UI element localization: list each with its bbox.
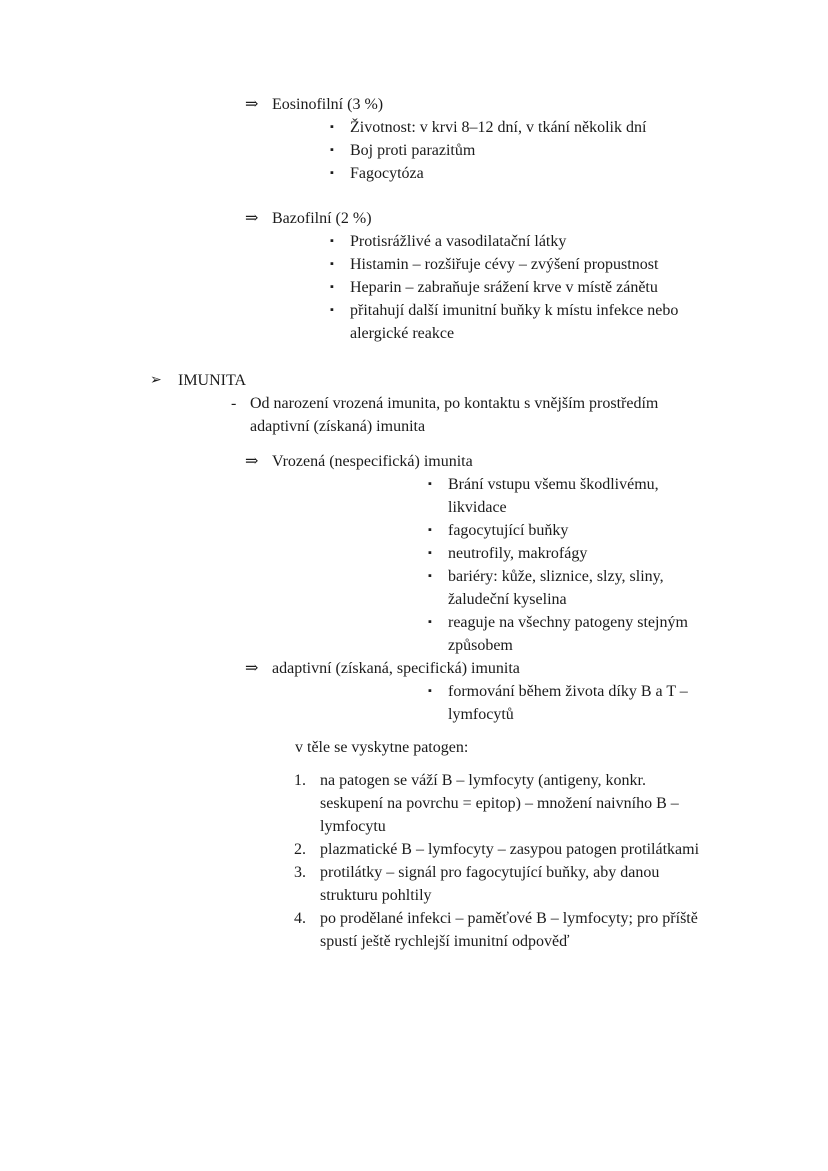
square-bullet-icon: ▪ <box>330 281 334 293</box>
square-bullet-icon: ▪ <box>330 258 334 270</box>
square-bullet-icon: ▪ <box>428 478 432 490</box>
square-bullet-icon: ▪ <box>330 144 334 156</box>
step-number: 2. <box>294 841 306 858</box>
list-item-text: Brání vstupu všemu škodlivému, likvidace <box>448 476 659 516</box>
numbered-item <box>294 907 713 953</box>
list-item <box>330 253 713 276</box>
step-text: plazmatické B – lymfocyty – zasypou patogen protilátkami <box>320 841 700 858</box>
square-bullet-icon: ▪ <box>330 121 334 133</box>
step-text: protilátky – signál pro fagocytující buňky, aby danou strukturu pohltily <box>320 864 660 904</box>
section-title: Bazofilní (2 %) <box>272 210 372 227</box>
numbered-item <box>294 861 713 907</box>
pathogen-heading <box>295 736 713 759</box>
section-header-basophil <box>245 207 713 230</box>
section-header-adaptive <box>245 657 713 680</box>
list-item-text: formování během života díky B a T – lymfocytů <box>448 683 688 723</box>
step-number: 4. <box>294 910 306 927</box>
triangle-arrow-icon: ➢ <box>150 373 162 388</box>
section-pathogen-process <box>0 736 713 953</box>
section-basophil <box>0 207 713 345</box>
list-item-text: Boj proti parazitům <box>350 142 476 159</box>
list-item-text: bariéry: kůže, sliznice, slzy, sliny, žaludeční kyselina <box>448 568 664 608</box>
list-item-text: reaguje na všechny patogeny stejným způsobem <box>448 614 688 654</box>
list-item <box>428 473 713 519</box>
list-item <box>330 299 713 345</box>
step-number: 1. <box>294 772 306 789</box>
square-bullet-icon: ▪ <box>330 304 334 316</box>
list-item <box>330 162 713 185</box>
list-item-text: neutrofily, makrofágy <box>448 545 588 562</box>
numbered-item <box>294 769 713 838</box>
numbered-item <box>294 838 713 861</box>
section-header-innate <box>245 450 713 473</box>
imunita-intro <box>231 392 713 438</box>
double-arrow-icon: ⇒ <box>245 660 259 677</box>
square-bullet-icon: ▪ <box>428 547 432 559</box>
pathogen-heading-text: v těle se vyskytne patogen: <box>295 739 469 756</box>
list-item-text: Fagocytóza <box>350 165 424 182</box>
square-bullet-icon: ▪ <box>428 524 432 536</box>
section-eosinophil <box>0 93 713 185</box>
section-title: Vrozená (nespecifická) imunita <box>272 453 473 470</box>
double-arrow-icon: ⇒ <box>245 453 259 470</box>
heading-title: IMUNITA <box>178 372 247 389</box>
list-item <box>330 276 713 299</box>
list-item-text: přitahují další imunitní buňky k místu infekce nebo alergické reakce <box>350 302 679 342</box>
dash-marker: - <box>231 395 237 412</box>
list-item <box>330 116 713 139</box>
square-bullet-icon: ▪ <box>330 167 334 179</box>
section-innate-immunity <box>0 450 713 657</box>
step-number: 3. <box>294 864 306 881</box>
square-bullet-icon: ▪ <box>330 235 334 247</box>
list-item <box>428 680 713 726</box>
intro-text: Od narození vrozená imunita, po kontaktu s vnějším prostředím adaptivní (získaná) imunita <box>250 395 659 435</box>
step-text: na patogen se váží B – lymfocyty (antigeny, konkr. seskupení na povrchu = epitop) – množení naivního B – lymfocytu <box>320 772 679 835</box>
list-item-text: Životnost: v krvi 8–12 dní, v tkání několik dní <box>350 119 647 136</box>
list-item <box>330 230 713 253</box>
square-bullet-icon: ▪ <box>428 616 432 628</box>
list-item <box>428 611 713 657</box>
imunita-heading <box>150 369 713 392</box>
step-text: po prodělané infekci – paměťové B – lymfocyty; pro příště spustí ještě rychlejší imunitní odpověď <box>320 910 698 950</box>
square-bullet-icon: ▪ <box>428 570 432 582</box>
double-arrow-icon: ⇒ <box>245 210 259 227</box>
section-imunita <box>0 369 713 438</box>
double-arrow-icon: ⇒ <box>245 96 259 113</box>
list-item-text: Protisrážlivé a vasodilatační látky <box>350 233 567 250</box>
list-item-text: Heparin – zabraňuje srážení krve v místě zánětu <box>350 279 658 296</box>
section-title: adaptivní (získaná, specifická) imunita <box>272 660 520 677</box>
list-item <box>428 565 713 611</box>
list-item-text: Histamin – rozšiřuje cévy – zvýšení propustnost <box>350 256 659 273</box>
list-item-text: fagocytující buňky <box>448 522 569 539</box>
square-bullet-icon: ▪ <box>428 685 432 697</box>
list-item <box>428 542 713 565</box>
section-header-eosinophil <box>245 93 713 116</box>
section-adaptive-immunity <box>0 657 713 726</box>
section-title: Eosinofilní (3 %) <box>272 96 384 113</box>
list-item <box>428 519 713 542</box>
list-item <box>330 139 713 162</box>
